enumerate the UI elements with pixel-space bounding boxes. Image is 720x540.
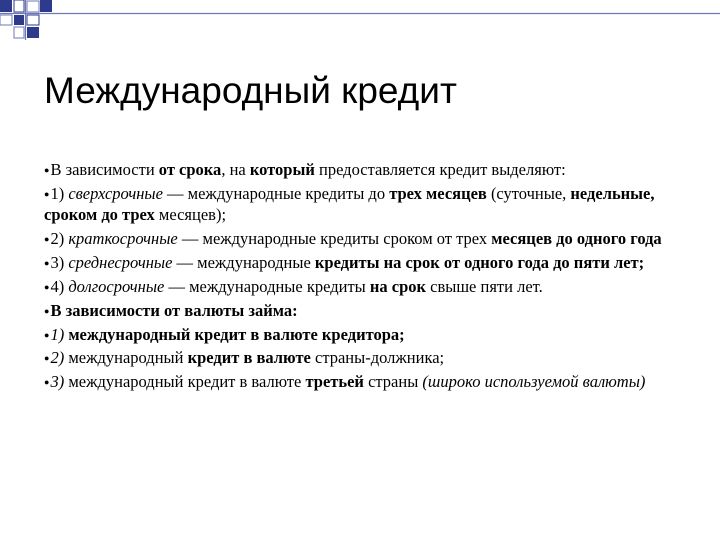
bullet-marker-icon: ●	[44, 329, 50, 340]
text-run: сверхсрочные	[68, 183, 163, 203]
text-run: международный кредит в валюте кредитора;	[64, 324, 405, 344]
text-run: 4)	[50, 276, 69, 296]
text-run: страны	[363, 372, 423, 392]
text-run: 1)	[50, 324, 65, 344]
bullet-item	[44, 229, 674, 250]
text-run: месяцев);	[154, 204, 227, 224]
text-run: — международные кредиты сроком от трех	[177, 228, 492, 248]
text-run: 3)	[50, 252, 69, 272]
text-run: долгосрочные	[68, 276, 165, 296]
text-run: В зависимости от валюты займа:	[50, 300, 298, 320]
text-run: от срока	[158, 160, 222, 179]
corner-decoration	[0, 0, 720, 40]
bullet-item	[44, 325, 674, 346]
text-run: на срок	[369, 276, 427, 296]
bullet-item	[44, 160, 674, 181]
text-run: который	[249, 160, 315, 179]
text-run: кредиты на срок от одного года до пяти лет;	[314, 252, 645, 272]
decor-squares-graphic	[0, 0, 720, 40]
text-run: кредит в валюте	[187, 348, 311, 368]
bullet-marker-icon: ●	[44, 353, 50, 364]
text-run: — международные кредиты	[164, 276, 370, 296]
text-run: — международные кредиты до	[162, 183, 390, 203]
bullet-item	[44, 184, 674, 225]
bullet-item	[44, 301, 674, 322]
text-run: 2)	[50, 228, 69, 248]
bullet-item	[44, 277, 674, 298]
text-run: третьей	[305, 372, 364, 392]
bullet-item	[44, 253, 674, 274]
slide-title: Международный кредит	[44, 70, 457, 111]
text-run: , на	[221, 160, 250, 179]
text-run: свыше пяти лет.	[426, 276, 543, 296]
text-run: международный кредит в валюте	[64, 372, 306, 392]
bullet-marker-icon: ●	[44, 233, 50, 244]
slide-body	[44, 160, 674, 396]
text-run: трех месяцев	[389, 183, 487, 203]
text-run: 2)	[50, 348, 65, 368]
bullet-item	[44, 372, 674, 393]
text-run: 3)	[50, 372, 65, 392]
text-run: 1)	[50, 183, 69, 203]
bullet-marker-icon: ●	[44, 165, 50, 175]
text-run: В зависимости	[50, 160, 159, 179]
bullet-marker-icon: ●	[44, 188, 50, 199]
text-run: международный	[64, 348, 188, 368]
bullet-marker-icon: ●	[44, 377, 50, 388]
text-run: (широко используемой валюты)	[422, 372, 646, 392]
text-run: — международные	[172, 252, 315, 272]
text-run: (суточные,	[486, 183, 571, 203]
text-run: недельные, сроком до трех	[44, 183, 655, 224]
bullet-marker-icon: ●	[44, 257, 50, 268]
text-run: страны-должника;	[310, 348, 445, 368]
bullet-marker-icon: ●	[44, 305, 50, 316]
text-run: предоставляется кредит выделяют:	[314, 160, 566, 179]
text-run: среднесрочные	[68, 252, 173, 272]
bullet-marker-icon: ●	[44, 281, 50, 292]
text-run: краткосрочные	[68, 228, 178, 248]
text-run: месяцев до одного года	[491, 228, 662, 248]
bullet-item	[44, 348, 674, 369]
